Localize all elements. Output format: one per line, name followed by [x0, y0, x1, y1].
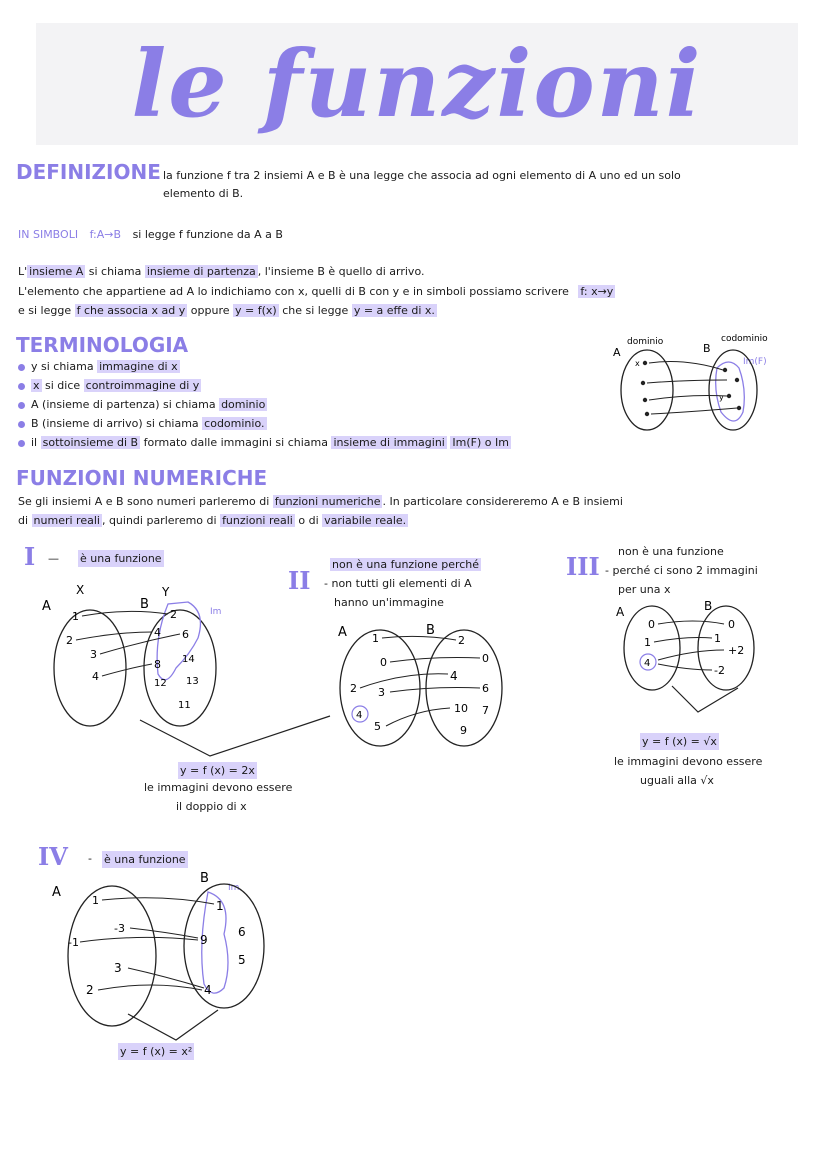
ex1-b13: 13	[186, 676, 199, 687]
text: . In particolare considereremo A e B insiemi	[382, 495, 623, 508]
ex1-b14: 14	[182, 654, 195, 665]
simboli-label: IN SIMBOLI	[18, 228, 79, 241]
text: è quello di arrivo.	[328, 265, 425, 278]
ex1-note1: le immagini devono essere	[144, 781, 293, 794]
ex3-a4: 4	[644, 658, 651, 669]
ex2-a3: 3	[378, 686, 385, 699]
ex1-roman: I	[24, 542, 36, 571]
highlight: x	[33, 379, 40, 392]
ex1-dash: —	[48, 552, 59, 565]
arrow	[130, 928, 198, 938]
partenza-line2	[18, 283, 615, 300]
arrow	[649, 396, 727, 401]
dot	[723, 368, 727, 372]
arrow	[647, 380, 727, 383]
term-bullet-5	[18, 434, 511, 451]
ex1-b2: 2	[170, 608, 177, 621]
text: L'elemento che appartiene ad A lo indichiamo con x, quelli di B con y e in simboli possiamo scrivere	[18, 285, 569, 298]
ex1-a3: 3	[90, 648, 97, 661]
numeriche-heading: FUNZIONI NUMERICHE	[16, 466, 268, 490]
ex3-roman: III	[566, 552, 600, 581]
text: B (insieme di arrivo) si chiama	[31, 417, 199, 430]
text: il	[31, 436, 38, 449]
im-region	[716, 362, 745, 421]
connector-line	[128, 1010, 218, 1040]
ex2-A: A	[338, 625, 347, 640]
ex1-b11: 11	[178, 700, 191, 711]
ex3-diagram	[610, 600, 790, 720]
diagram-dominio: dominio	[627, 337, 664, 347]
ex3-t3: per una x	[618, 583, 671, 596]
highlight: insieme A	[29, 265, 84, 278]
ex1-im: Im	[210, 607, 222, 617]
arrow	[654, 638, 712, 643]
bullet-icon	[18, 383, 25, 390]
ex4-dash: -	[88, 852, 92, 865]
bullet-icon	[18, 440, 25, 447]
ex3-set-b	[698, 606, 754, 690]
ex1-b8: 8	[154, 658, 161, 671]
simboli-expr: f:A→B	[89, 228, 122, 241]
bullet-icon	[18, 402, 25, 409]
term-bullet-2	[18, 377, 201, 394]
ex4-b6: 6	[238, 925, 246, 939]
arrow	[98, 985, 202, 990]
ex4-am3: -3	[114, 922, 125, 935]
bullet-icon	[18, 364, 25, 371]
ex4-b5: 5	[238, 953, 246, 967]
highlight: numeri reali	[33, 514, 100, 527]
ex1-b4: 4	[154, 626, 161, 639]
text: oppure	[190, 304, 230, 317]
ex3-b1: 1	[714, 632, 721, 645]
ex3-t1: non è una funzione	[618, 545, 724, 558]
ex4-am1: -1	[68, 936, 79, 949]
arrow	[102, 898, 214, 904]
dot	[643, 398, 647, 402]
dot	[727, 394, 731, 398]
ex4-formula: y = f (x) = x²	[120, 1045, 193, 1058]
ex4-im: Im	[228, 883, 240, 893]
dot	[645, 412, 649, 416]
ex3-formula: y = f (x) = √x	[642, 735, 717, 748]
highlight: funzioni numeriche	[274, 495, 381, 508]
ex1-ex2-connector	[130, 700, 350, 770]
terminology-diagram	[605, 328, 805, 438]
ex2-b9: 9	[460, 724, 467, 737]
partenza-line1	[18, 263, 424, 280]
ex3-b2m: -2	[714, 664, 725, 677]
ex1-b6: 6	[182, 628, 189, 641]
text: o di	[298, 514, 319, 527]
ex3-a1: 1	[644, 636, 651, 649]
text: Se gli insiemi A e B sono numeri parleremo di	[18, 495, 270, 508]
ex2-B: B	[426, 623, 435, 638]
ex4-set-a	[68, 886, 156, 1026]
arrow	[649, 362, 723, 370]
ex1-B: B	[140, 597, 149, 612]
ex4-set-b	[184, 884, 264, 1008]
ex2-a2: 2	[350, 682, 357, 695]
diagram-im: Im(F)	[743, 357, 767, 367]
diagram-A: A	[613, 346, 621, 359]
text: formato dalle immagini si chiama	[143, 436, 328, 449]
text: y si chiama	[31, 360, 94, 373]
dot	[641, 381, 645, 385]
ex3-B: B	[704, 600, 713, 613]
definizione-line2: elemento di B.	[163, 187, 244, 200]
ex1-Y: Y	[162, 585, 170, 599]
term-bullet-4	[18, 415, 267, 432]
text: si dice	[45, 379, 81, 392]
highlight: insieme di immagini	[333, 436, 445, 449]
ex4-A: A	[52, 885, 61, 900]
highlight: Im(F) o Im	[452, 436, 509, 449]
highlight: dominio	[221, 398, 266, 411]
ex1-b12: 12	[154, 678, 167, 689]
ex2-b2: 2	[458, 634, 465, 647]
ex2-roman: II	[288, 566, 311, 595]
ex4-a2: 2	[86, 983, 94, 997]
text: si chiama	[88, 265, 142, 278]
ex4-b9: 9	[200, 933, 208, 947]
ex4-a3: 3	[114, 961, 122, 975]
diagram-codominio: codominio	[721, 334, 768, 344]
ex3-t2: - perché ci sono 2 immagini	[605, 564, 758, 577]
simboli-row	[18, 226, 283, 243]
arrow	[658, 664, 712, 670]
partenza-line3	[18, 302, 437, 319]
highlight: immagine di x	[99, 360, 178, 373]
term-bullet-3	[18, 396, 267, 413]
ex1-X: X	[76, 583, 85, 597]
ex1-A: A	[42, 599, 51, 614]
term-bullet-1	[18, 358, 180, 375]
ex1-note2: il doppio di x	[176, 800, 247, 813]
text: , quindi parleremo di	[101, 514, 217, 527]
ex3-b0: 0	[728, 618, 735, 631]
text: e si legge	[18, 304, 72, 317]
definizione-heading: DEFINIZIONE	[16, 160, 161, 184]
highlight: f: x→y	[580, 285, 614, 298]
dot	[737, 406, 741, 410]
arrow	[658, 621, 724, 624]
terminologia-heading: TERMINOLOGIA	[16, 333, 189, 357]
diagram-x: x	[635, 359, 640, 368]
highlight: y = a effe di x.	[353, 304, 435, 317]
ex4-diagram	[48, 864, 278, 1044]
bullet-icon	[18, 421, 25, 428]
arrow	[82, 611, 168, 616]
highlight: sottoinsieme di B	[42, 436, 139, 449]
ex1-a1: 1	[72, 610, 79, 623]
ex2-b0: 0	[482, 652, 489, 665]
ex2-t2: - non tutti gli elementi di A	[324, 577, 472, 590]
arrow	[390, 658, 480, 663]
ex3-A: A	[616, 605, 625, 619]
text: A (insieme di partenza) si chiama	[31, 398, 216, 411]
ex2-a5: 5	[374, 720, 381, 733]
highlight: y = f(x)	[235, 304, 277, 317]
highlight: codominio.	[204, 417, 265, 430]
text: che si legge	[282, 304, 349, 317]
arrow	[658, 650, 724, 660]
ex2-b6: 6	[482, 682, 489, 695]
ex2-a0: 0	[380, 656, 387, 669]
ex3-note1: le immagini devono essere	[614, 755, 763, 768]
arrow	[100, 634, 180, 654]
dot	[643, 361, 647, 365]
ex2-diagram	[330, 616, 530, 756]
arrow	[80, 937, 198, 942]
ex4-b1: 1	[216, 899, 224, 913]
arrow	[390, 688, 480, 693]
ex1-set-a	[54, 610, 126, 726]
diagram-B: B	[703, 342, 711, 355]
highlight: insieme di partenza	[146, 265, 256, 278]
highlight: funzioni reali	[222, 514, 293, 527]
ex4-text: è una funzione	[104, 853, 186, 866]
ex1-a2: 2	[66, 634, 73, 647]
arrow	[360, 674, 448, 688]
ex1-formula: y = f (x) = 2x	[180, 764, 255, 777]
highlight: non è una funzione perché	[332, 558, 480, 571]
ex2-b7: 7	[482, 704, 489, 717]
highlight: f che associa x ad y	[76, 304, 186, 317]
definizione-line1: la funzione f tra 2 insiemi A e B è una legge che associa ad ogni elemento di A uno ed un solo	[163, 169, 681, 182]
ex2-b10: 10	[454, 702, 468, 715]
ex4-b4: 4	[204, 983, 212, 997]
arrow	[651, 408, 737, 414]
numeriche-line1	[18, 493, 623, 510]
ex1-a4: 4	[92, 670, 99, 683]
text: di	[18, 514, 29, 527]
highlight: variabile reale.	[324, 514, 407, 527]
dot	[735, 378, 739, 382]
simboli-text: si legge f funzione da A a B	[132, 228, 283, 241]
numeriche-line2	[18, 512, 408, 529]
ex3-b2p: +2	[728, 644, 745, 657]
arrow	[386, 708, 450, 726]
text: , l'insieme B	[257, 265, 325, 278]
page-title: le funzioni	[131, 30, 703, 138]
connector-line	[140, 716, 330, 756]
ex4-roman: IV	[38, 842, 68, 871]
ex2-a1: 1	[372, 632, 379, 645]
ex2-t1	[330, 556, 481, 573]
ex4-a1: 1	[92, 894, 99, 907]
highlight: controimmagine di y	[85, 379, 200, 392]
arrow	[76, 632, 152, 640]
ex3-a0: 0	[648, 618, 655, 631]
ex1-text: è una funzione	[80, 552, 162, 565]
ex2-b4: 4	[450, 669, 458, 683]
ex4-B: B	[200, 871, 209, 886]
ex3-note2: uguali alla √x	[640, 774, 714, 787]
diagram-y: y	[719, 393, 724, 402]
text: L'	[18, 265, 28, 278]
ex2-a4: 4	[356, 710, 363, 721]
ex2-t3: hanno un'immagine	[334, 596, 444, 609]
